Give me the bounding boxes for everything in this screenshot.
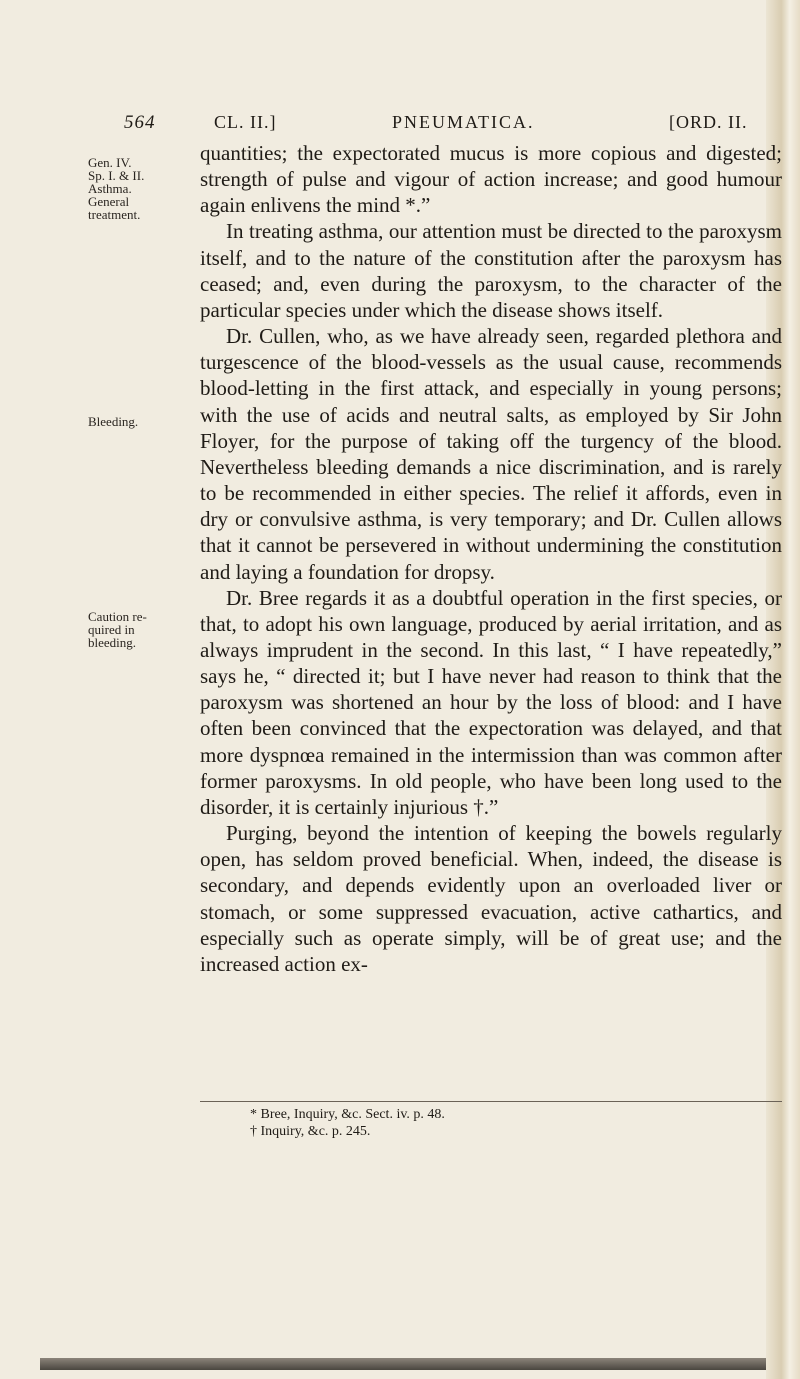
footnote-rule bbox=[200, 1101, 782, 1102]
running-title: PNEUMATICA. bbox=[392, 112, 535, 132]
footnote: † Inquiry, &c. p. 245. bbox=[250, 1124, 371, 1139]
margin-note-genus bbox=[88, 156, 200, 221]
running-header bbox=[124, 112, 788, 136]
paragraph-purging: Purging, beyond the intention of keeping the bowels regularly open, has seldom proved beneficial. When, indeed, the disease is secondary, and depends evidently upon an overloaded liver or stomach, or some suppressed evacuation, active cathartics, and especially such as operate simply, will be of great use; and the increased action ex- bbox=[200, 821, 782, 976]
margin-note-line: Caution re- bbox=[88, 609, 147, 624]
main-text bbox=[200, 140, 782, 977]
margin-note-line: Gen. IV. bbox=[88, 155, 132, 170]
margin-note-line: bleeding. bbox=[88, 635, 137, 650]
footnote: * Bree, Inquiry, &c. Sect. iv. p. 48. bbox=[250, 1107, 445, 1122]
paragraph-cullen: Dr. Cullen, who, as we have already seen, regarded plethora and turgescence of the blood-vessels as the usual cause, recommends blood-letting in the first attack, and especially in young persons; with the use of acids and neutral salts, as employed by Sir John Floyer, for the purpose of taking off the turgency of the blood. Nevertheless bleeding demands a nice discrimination, and is rarely to be recommended in either species. The relief it affords, even in dry or convulsive asthma, is very temporary; and Dr. Cullen allows that it cannot be persevered in without undermining the constitution and laying a foundation for dropsy. bbox=[200, 324, 782, 584]
margin-note-line: Bleeding. bbox=[88, 414, 139, 429]
margin-note-line: Sp. I. & II. bbox=[88, 168, 145, 183]
margin-note-line: Asthma. bbox=[88, 181, 132, 196]
margin-note-line: treatment. bbox=[88, 207, 141, 222]
paragraph-continuation: quantities; the expectorated mucus is more copious and digested; strength of pulse and vigour of action increase; and good humour again enlivens the mind *.” bbox=[200, 141, 782, 218]
margin-note-caution bbox=[88, 610, 200, 649]
margin-note-bleeding bbox=[88, 415, 200, 428]
order-label: [ORD. II. bbox=[669, 112, 748, 132]
margin-note-line: quired in bbox=[88, 622, 135, 637]
footnotes bbox=[250, 1106, 445, 1140]
bottom-border bbox=[40, 1358, 766, 1370]
class-label: CL. II.] bbox=[214, 112, 277, 132]
page-number: 564 bbox=[124, 112, 156, 133]
paragraph-bree: Dr. Bree regards it as a doubtful operation in the first species, or that, to adopt his own language, produced by aerial irritation, and as always imprudent in the second. In this last, “ I have repeatedly,” says he, “ directed it; but I have never had reason to think that the paroxysm was shortened an hour by the loss of blood: and I have often been convinced that the expectoration was delayed, and that more dyspnœa remained in the intermission than was common after former paroxysms. In old people, who have been long used to the disorder, it is certainly injurious †.” bbox=[200, 585, 782, 819]
margin-note-line: General bbox=[88, 194, 130, 209]
paragraph-treatment: In treating asthma, our attention must be directed to the paroxysm itself, and to the nature of the constitution after the paroxysm has ceased; and, even during the paroxysm, to the character of the particular species under which the disease shows itself. bbox=[200, 219, 782, 322]
